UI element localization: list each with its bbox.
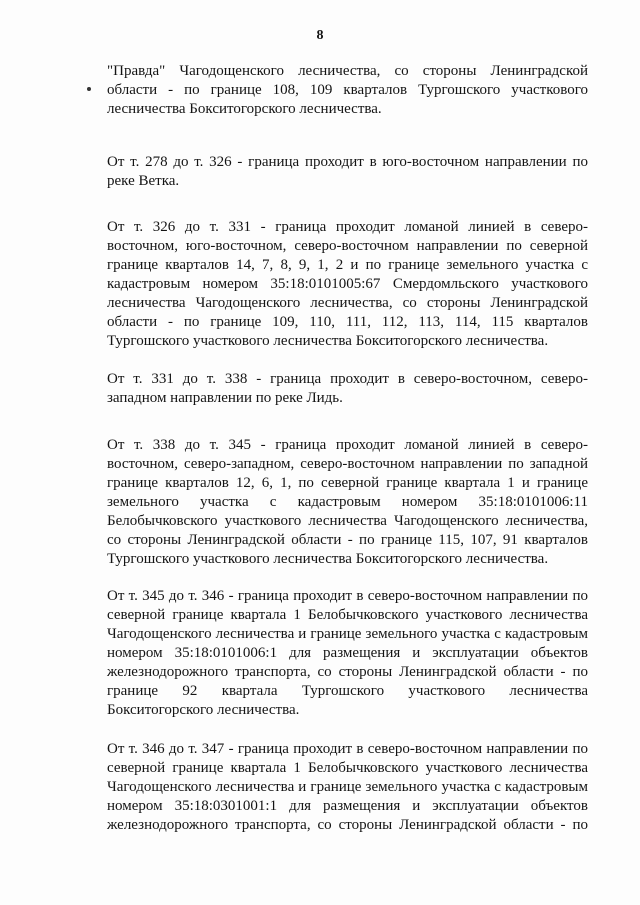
paragraph-1: "Правда" Чагодощенского лесничества, со стороны Ленинградской области - по границе 108, 109 кварталов Тургошского участкового лесничества Бокситогорского лесничества. xyxy=(107,63,588,117)
paragraph-4: От т. 331 до т. 338 - граница проходит в северо-восточном, северо-западном направлении по реке Лидь. xyxy=(107,371,588,406)
paragraph-7: От т. 346 до т. 347 - граница проходит в северо-восточном направлении по северной границе квартала 1 Белобычковского участкового лесничества Чагодощенского лесничества и границе земельного участка с кадастровым номером 35:18:0301001:1 для размещения и эксплуатации объектов железнодорожного транспорта, со стороны Ленинградской области - по xyxy=(107,741,588,833)
page-number: 8 xyxy=(316,28,324,43)
margin-dot xyxy=(87,87,91,91)
paragraph-6: От т. 345 до т. 346 - граница проходит в северо-восточном направлении по северной границе квартала 1 Белобычковского участкового лесничества Чагодощенского лесничества и границе земельного участка с кадастровым номером 35:18:0101006:1 для размещения и эксплуатации объектов железнодорожного транспорта, со стороны Ленинградской области - по границе 92 квартала Тургошского участкового лесничества Бокситогорского лесничества. xyxy=(107,588,588,718)
paragraph-3: От т. 326 до т. 331 - граница проходит ломаной линией в северо-восточном, юго-восточном, северо-восточном направлении по северной границе кварталов 14, 7, 8, 9, 1, 2 и по границе земельного участка с кадастровым номером 35:18:0101005:67 Смердомльского участкового лесничества Чагодощенского лесничества, со стороны Ленинградской области - по границе 109, 110, 111, 112, 113, 114, 115 кварталов Тургошского участкового лесничества Бокситогорского лесничества. xyxy=(107,219,588,349)
paragraph-2: От т. 278 до т. 326 - граница проходит в юго-восточном направлении по реке Ветка. xyxy=(107,154,588,189)
paragraph-5: От т. 338 до т. 345 - граница проходит ломаной линией в северо-восточном, северо-западном, северо-восточном направлении по западной границе кварталов 12, 6, 1, по северной границе квартала 1 и границе земельного участка с кадастровым номером 35:18:0101006:11 Белобычковского участкового лесничества Чагодощенского лесничества, со стороны Ленинградской области - по границе 115, 107, 91 кварталов Тургошского участкового лесничества Бокситогорского лесничества. xyxy=(107,437,588,567)
